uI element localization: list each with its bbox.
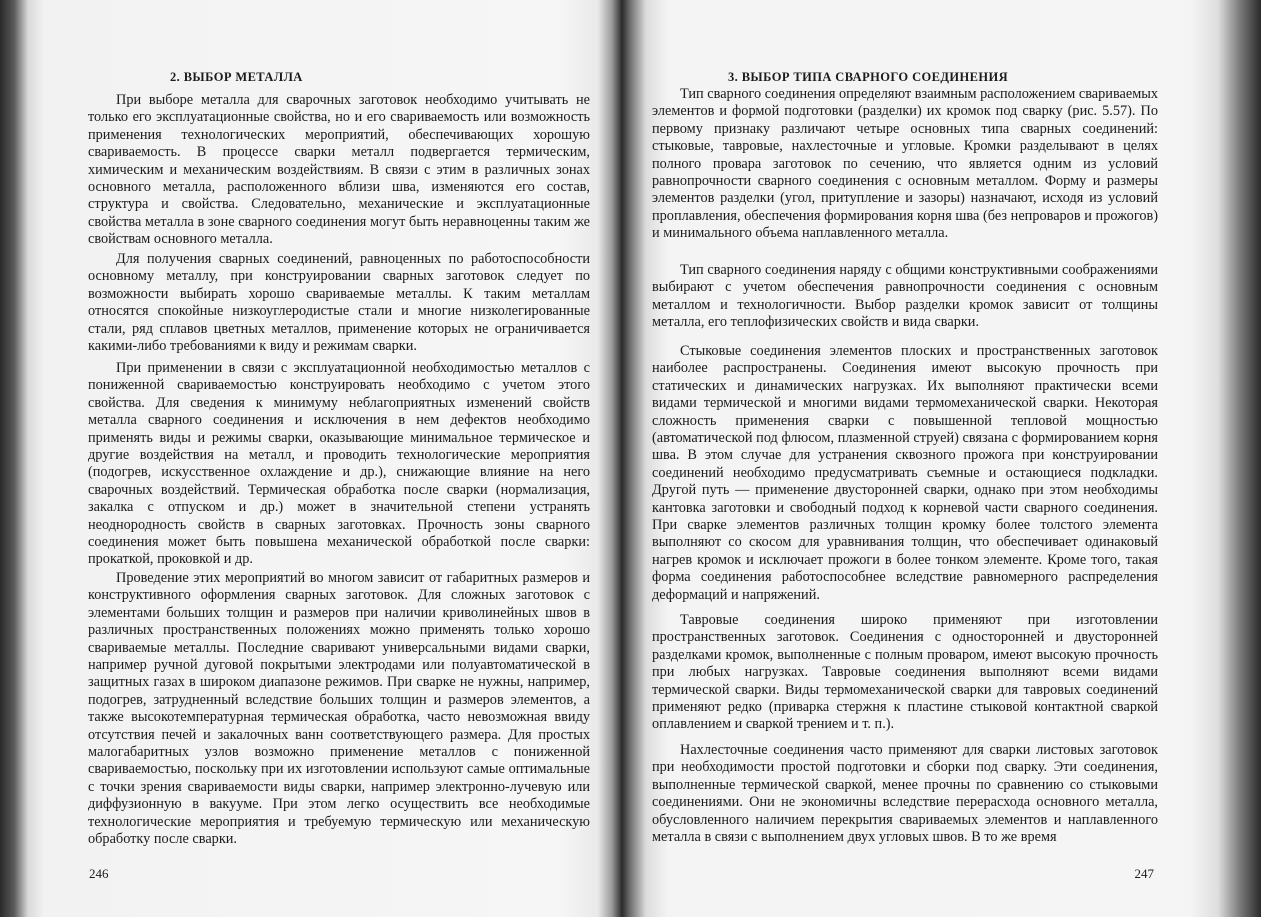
left-section-heading: 2. ВЫБОР МЕТАЛЛА bbox=[170, 70, 303, 84]
left-paragraph-2: Для получения сварных соединений, равноценных по работоспособности основному металлу, при конструировании сварных заготовок следует по возможности выбирать хорошо свариваемые металлы. К таким металлам относятся спокойные низкоуглеродистые стали и многие низколегированные стали, ряд сплавов цветных металлов, применение которых не ограничивается какими-либо требованиями к виду и режимам сварки. bbox=[88, 251, 590, 355]
right-paragraph-3: Стыковые соединения элементов плоских и пространственных заготовок наиболее распространены. Соединения имеют высокую прочность при статических и динамических нагрузках. Их выполняют практически всеми видами термической и многими видами термомеханической сварки. Некоторая сложность применения сварки с повышенной тепловой мощностью (автоматической под флюсом, плазменной струей) связана с формированием корня шва. В этом случае для устранения сквозного прожога при конструировании соединений необходимо предусматривать съемные и остающиеся подкладки. Другой путь — применение двусторонней сварки, однако при этом необходимы кантовка заготовки и свободный подход к корневой части сварного соединения. При сварке элементов различных толщин кромку более толстого элемента выполняют со скосом для уравнивания толщин, что обеспечивает одинаковый нагрев кромок и исключает прожоги в более тонком элементе. Кроме того, такая форма соединения работоспособнее вследствие равномерного распределения деформаций и напряжений. bbox=[652, 343, 1158, 603]
left-page-number: 246 bbox=[89, 866, 109, 881]
right-paragraph-1: Тип сварного соединения определяют взаимным расположением свариваемых элементов и формой подготовки (разделки) их кромок под сварку (рис. 5.57). По первому признаку различают четыре основных типа сварных соединений: стыковые, тавровые, нахлесточные и угловые. Кромки разделывают в целях полного провара заготовок по сечению, что является одним из условий равнопрочности сварного соединения с основным металлом. Форму и размеры элементов разделки (угол, притупление и зазоры) назначают, исходя из условий проплавления, обеспечения формирования корня шва (без непроваров и прожогов) и минимального объема наплавленного металла. bbox=[652, 86, 1158, 242]
left-page bbox=[88, 0, 590, 917]
right-paragraph-5: Нахлесточные соединения часто применяют для сварки листовых заготовок при необходимости простой подготовки и сборки под сварку. Эти соединения, выполненные термической сваркой, менее прочны по сравнению со стыковыми соединениями. Они не экономичны вследствие перерасхода основного металла, обусловленного наличием перекрытия свариваемых элементов и наплавленного металла в связи с выполнением двух угловых швов. В то же время bbox=[652, 742, 1158, 846]
right-section-heading: 3. ВЫБОР ТИПА СВАРНОГО СОЕДИНЕНИЯ bbox=[728, 70, 1009, 84]
right-page bbox=[652, 0, 1158, 917]
right-paragraph-2: Тип сварного соединения наряду с общими конструктивными соображениями выбирают с учетом обеспечения равнопрочности соединения с основным металлом и технологичности. Выбор разделки кромок зависит от толщины металла, его теплофизических свойств и вида сварки. bbox=[652, 262, 1158, 331]
left-paragraph-4: Проведение этих мероприятий во многом зависит от габаритных размеров и конструктивного оформления сварных заготовок. Для сложных заготовок с элементами больших толщин и размеров при наличии криволинейных швов в различных пространственных положениях можно применять только хорошо свариваемые металлы. Последние сваривают универсальными видами сварки, например ручной дуговой покрытыми электродами или полуавтоматической в защитных газах в широком диапазоне режимов. При сварке не нужны, например, подогрев, затрудненный вследствие больших толщин и размеров элементов, а также высокотемпературная термическая обработка, часто невозможная ввиду отсутствия печей и закалочных ванн соответствующего размера. Для простых малогабаритных узлов возможно применение металлов с пониженной свариваемостью, поскольку при их изготовлении используют самые оптимальные с точки зрения свариваемости виды сварки, например электронно-лучевую или диффузионную в вакууме. При этом легко осуществить все необходимые технологические мероприятия и требуемую термическую или механическую обработку после сварки. bbox=[88, 570, 590, 848]
left-paragraph-3: При применении в связи с эксплуатационной необходимостью металлов с пониженной свариваемостью конструировать необходимо с учетом этого свойства. Для сведения к минимуму неблагоприятных изменений свойств металла сварного соединения и исключения в нем дефектов необходимо применять виды и режимы сварки, оказывающие минимальное термическое и другие воздействия на металл, и проводить технологические мероприятия (подогрев, искусственное охлаждение и др.), снижающие влияние на него сварочных воздействий. Термическая обработка после сварки (нормализация, закалка с отпуском и др.) может в значительной степени устранять неоднородность свойств в сварных заготовках. Прочность зоны сварного соединения может быть повышена механической обработкой после сварки: прокаткой, проковкой и др. bbox=[88, 360, 590, 568]
right-paragraph-4: Тавровые соединения широко применяют при изготовлении пространственных заготовок. Соединения с односторонней и двусторонней разделками кромок, выполненные с полным проваром, имеют высокую прочность при любых нагрузках. Тавровые соединения выполняют всеми видами термической сварки. Виды термомеханической сварки для тавровых соединений применяют редко (приварка стержня к пластине стыковой контактной сваркой оплавлением и сваркой трением и т. п.). bbox=[652, 612, 1158, 733]
left-paragraph-1: При выборе металла для сварочных заготовок необходимо учитывать не только его эксплуатационные свойства, но и его свариваемость или возможность применения технологических мероприятий, обеспечивающих хорошую свариваемость. В процессе сварки металл подвергается термическим, химическим и механическим воздействиям. В связи с этим в различных зонах основного металла, расположенного вблизи шва, изменяются его состав, структура и свойства. Следовательно, механические и эксплуатационные свойства металла в зоне сварного соединения могут быть неравноценны таким же свойствам основного металла. bbox=[88, 92, 590, 248]
right-page-number: 247 bbox=[1134, 866, 1154, 881]
